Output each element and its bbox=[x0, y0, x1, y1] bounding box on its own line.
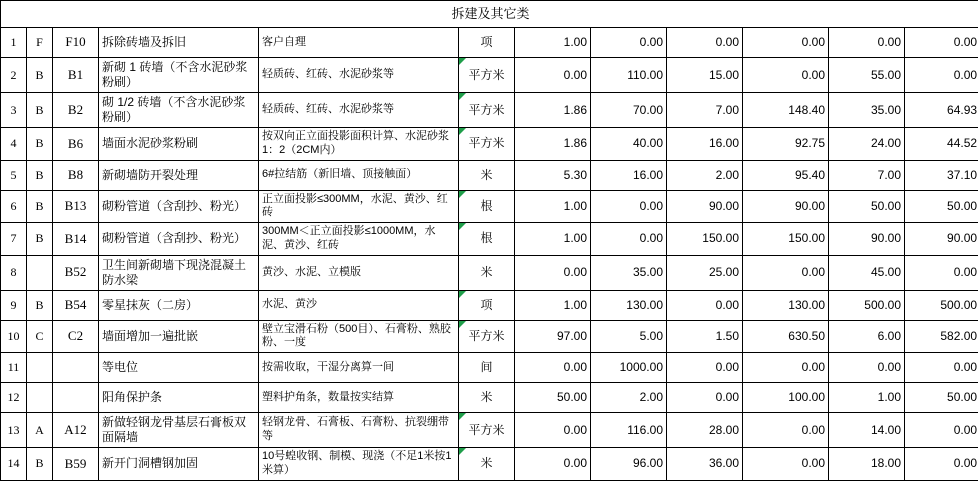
cell-labor-price: 90.00 bbox=[667, 190, 743, 223]
cell-qty: 0.00 bbox=[515, 58, 591, 93]
cell-total: 0.00 bbox=[905, 353, 978, 383]
cell-total: 0.00 bbox=[905, 255, 978, 290]
cell-qty: 1.86 bbox=[515, 128, 591, 161]
cell-amount: 95.40 bbox=[743, 160, 829, 190]
table-body bbox=[1, 1, 978, 481]
cell-description: 轻质砖、红砖、水泥砂浆等 bbox=[259, 93, 459, 128]
cell-index: 2 bbox=[1, 58, 27, 93]
cell-amount: 0.00 bbox=[743, 28, 829, 58]
cell-index: 5 bbox=[1, 160, 27, 190]
cell-item-name: 砌粉管道（含刮抄、粉光） bbox=[99, 190, 259, 223]
cell-category bbox=[27, 255, 53, 290]
cell-code bbox=[53, 383, 99, 413]
cell-labor-price: 16.00 bbox=[667, 128, 743, 161]
cell-amount: 0.00 bbox=[743, 255, 829, 290]
cell-unit: 平方米 bbox=[459, 58, 515, 93]
cell-qty: 1.00 bbox=[515, 290, 591, 320]
cell-item-name: 墙面增加一遍批嵌 bbox=[99, 320, 259, 353]
table-row[interactable] bbox=[1, 448, 978, 481]
cell-total: 50.00 bbox=[905, 190, 978, 223]
cell-unit: 米 bbox=[459, 255, 515, 290]
cell-unit: 根 bbox=[459, 190, 515, 223]
cell-material-price: 0.00 bbox=[591, 190, 667, 223]
cell-item-name: 砌粉管道（含刮抄、粉光） bbox=[99, 223, 259, 256]
cell-code: B13 bbox=[53, 190, 99, 223]
cell-code: B54 bbox=[53, 290, 99, 320]
cell-description: 按双向正立面投影面积计算、水泥砂浆1：2（2CM内） bbox=[259, 128, 459, 161]
table-row[interactable] bbox=[1, 290, 978, 320]
cell-unit: 平方米 bbox=[459, 320, 515, 353]
cell-description: 轻钢龙骨、石膏板、石膏粉、抗裂绷带等 bbox=[259, 413, 459, 448]
table-row[interactable] bbox=[1, 353, 978, 383]
cell-labor-price: 0.00 bbox=[667, 383, 743, 413]
cell-description: 塑料护角条，数量按实结算 bbox=[259, 383, 459, 413]
cell-unit: 项 bbox=[459, 28, 515, 58]
cell-labor-price: 7.00 bbox=[667, 93, 743, 128]
cell-qty: 0.00 bbox=[515, 413, 591, 448]
cell-category: B bbox=[27, 223, 53, 256]
cell-extra: 500.00 bbox=[829, 290, 905, 320]
cell-total: 0.00 bbox=[905, 448, 978, 481]
cell-description: 10号蝗收钢、制模、现浇（不足1米按1米算） bbox=[259, 448, 459, 481]
cell-item-name: 等电位 bbox=[99, 353, 259, 383]
cell-material-price: 96.00 bbox=[591, 448, 667, 481]
cell-extra: 6.00 bbox=[829, 320, 905, 353]
cell-material-price: 110.00 bbox=[591, 58, 667, 93]
cell-category: F bbox=[27, 28, 53, 58]
cell-extra: 24.00 bbox=[829, 128, 905, 161]
cell-item-name: 拆除砖墙及拆旧 bbox=[99, 28, 259, 58]
cell-item-name: 阳角保护条 bbox=[99, 383, 259, 413]
cell-material-price: 70.00 bbox=[591, 93, 667, 128]
cell-extra: 18.00 bbox=[829, 448, 905, 481]
cell-amount: 0.00 bbox=[743, 413, 829, 448]
cell-unit: 平方米 bbox=[459, 128, 515, 161]
cell-unit: 平方米 bbox=[459, 93, 515, 128]
cell-extra: 7.00 bbox=[829, 160, 905, 190]
cell-item-name: 零星抹灰（二房） bbox=[99, 290, 259, 320]
cell-item-name: 新砌 1 砖墙（不含水泥砂浆粉刷） bbox=[99, 58, 259, 93]
cell-material-price: 116.00 bbox=[591, 413, 667, 448]
cell-item-name: 新砌墙防开裂处理 bbox=[99, 160, 259, 190]
table-row[interactable] bbox=[1, 413, 978, 448]
cell-labor-price: 25.00 bbox=[667, 255, 743, 290]
cell-code: B1 bbox=[53, 58, 99, 93]
cell-index: 14 bbox=[1, 448, 27, 481]
cell-qty: 1.86 bbox=[515, 93, 591, 128]
cell-index: 6 bbox=[1, 190, 27, 223]
cell-labor-price: 0.00 bbox=[667, 353, 743, 383]
cell-category: B bbox=[27, 58, 53, 93]
cell-qty: 1.00 bbox=[515, 190, 591, 223]
cell-code: B6 bbox=[53, 128, 99, 161]
cell-item-name: 新做轻钢龙骨基层石膏板双面隔墙 bbox=[99, 413, 259, 448]
cell-code: B2 bbox=[53, 93, 99, 128]
cell-item-name: 新开门洞槽钢加固 bbox=[99, 448, 259, 481]
cell-amount: 0.00 bbox=[743, 353, 829, 383]
cell-extra: 35.00 bbox=[829, 93, 905, 128]
cell-category: B bbox=[27, 190, 53, 223]
cell-total: 37.10 bbox=[905, 160, 978, 190]
cell-qty: 1.00 bbox=[515, 28, 591, 58]
table-title-row bbox=[1, 1, 978, 28]
cell-category: B bbox=[27, 128, 53, 161]
table-row[interactable] bbox=[1, 93, 978, 128]
cell-amount: 100.00 bbox=[743, 383, 829, 413]
cell-labor-price: 150.00 bbox=[667, 223, 743, 256]
cell-extra: 90.00 bbox=[829, 223, 905, 256]
cell-description: 按需收取，干湿分离算一间 bbox=[259, 353, 459, 383]
cell-labor-price: 15.00 bbox=[667, 58, 743, 93]
cell-labor-price: 0.00 bbox=[667, 28, 743, 58]
cell-description: 轻质砖、红砖、水泥砂浆等 bbox=[259, 58, 459, 93]
cell-extra: 0.00 bbox=[829, 28, 905, 58]
cell-material-price: 1000.00 bbox=[591, 353, 667, 383]
cell-unit: 项 bbox=[459, 290, 515, 320]
cell-code: B8 bbox=[53, 160, 99, 190]
table-row[interactable] bbox=[1, 28, 978, 58]
cell-category: C bbox=[27, 320, 53, 353]
cell-extra: 14.00 bbox=[829, 413, 905, 448]
cell-labor-price: 1.50 bbox=[667, 320, 743, 353]
table-row[interactable] bbox=[1, 255, 978, 290]
cell-category: B bbox=[27, 290, 53, 320]
cell-extra: 1.00 bbox=[829, 383, 905, 413]
cell-unit: 根 bbox=[459, 223, 515, 256]
cell-material-price: 0.00 bbox=[591, 223, 667, 256]
cell-item-name: 砌 1/2 砖墙（不含水泥砂浆粉刷） bbox=[99, 93, 259, 128]
cell-extra: 50.00 bbox=[829, 190, 905, 223]
cell-item-name: 卫生间新砌墙下现浇混凝土防水梁 bbox=[99, 255, 259, 290]
cell-labor-price: 28.00 bbox=[667, 413, 743, 448]
cell-description: 水泥、黄沙 bbox=[259, 290, 459, 320]
cell-extra: 0.00 bbox=[829, 353, 905, 383]
cell-code: C2 bbox=[53, 320, 99, 353]
cell-code bbox=[53, 353, 99, 383]
cell-description: 客户自理 bbox=[259, 28, 459, 58]
cell-total: 500.00 bbox=[905, 290, 978, 320]
cell-unit: 间 bbox=[459, 353, 515, 383]
cell-extra: 55.00 bbox=[829, 58, 905, 93]
cell-description: 壁立宝滑石粉（500目）、石膏粉、熟胶粉、一度 bbox=[259, 320, 459, 353]
cell-item-name: 墙面水泥砂浆粉刷 bbox=[99, 128, 259, 161]
cell-total: 0.00 bbox=[905, 28, 978, 58]
cell-amount: 630.50 bbox=[743, 320, 829, 353]
cell-total: 90.00 bbox=[905, 223, 978, 256]
cell-amount: 0.00 bbox=[743, 448, 829, 481]
cell-index: 9 bbox=[1, 290, 27, 320]
cell-qty: 50.00 bbox=[515, 383, 591, 413]
cell-amount: 148.40 bbox=[743, 93, 829, 128]
cell-category: A bbox=[27, 413, 53, 448]
cell-code: B52 bbox=[53, 255, 99, 290]
cell-index: 8 bbox=[1, 255, 27, 290]
cell-index: 4 bbox=[1, 128, 27, 161]
cell-unit: 米 bbox=[459, 383, 515, 413]
cell-qty: 1.00 bbox=[515, 223, 591, 256]
cell-code: B14 bbox=[53, 223, 99, 256]
cell-category bbox=[27, 383, 53, 413]
cell-total: 44.52 bbox=[905, 128, 978, 161]
table-row[interactable] bbox=[1, 160, 978, 190]
cell-qty: 97.00 bbox=[515, 320, 591, 353]
cell-amount: 130.00 bbox=[743, 290, 829, 320]
cell-index: 12 bbox=[1, 383, 27, 413]
cell-material-price: 35.00 bbox=[591, 255, 667, 290]
cell-material-price: 0.00 bbox=[591, 28, 667, 58]
cell-unit: 米 bbox=[459, 448, 515, 481]
cell-index: 7 bbox=[1, 223, 27, 256]
cell-category bbox=[27, 353, 53, 383]
cell-extra: 45.00 bbox=[829, 255, 905, 290]
cell-material-price: 2.00 bbox=[591, 383, 667, 413]
cell-description: 正立面投影≤300MM，水泥、黄沙、红砖 bbox=[259, 190, 459, 223]
table-row[interactable] bbox=[1, 58, 978, 93]
table-row[interactable] bbox=[1, 383, 978, 413]
page-title: 拆建及其它类 bbox=[1, 1, 978, 28]
cell-index: 10 bbox=[1, 320, 27, 353]
cell-category: B bbox=[27, 93, 53, 128]
table-row[interactable] bbox=[1, 320, 978, 353]
cell-index: 1 bbox=[1, 28, 27, 58]
cell-index: 13 bbox=[1, 413, 27, 448]
cell-labor-price: 36.00 bbox=[667, 448, 743, 481]
cell-material-price: 40.00 bbox=[591, 128, 667, 161]
cell-material-price: 16.00 bbox=[591, 160, 667, 190]
cell-qty: 5.30 bbox=[515, 160, 591, 190]
cell-index: 3 bbox=[1, 93, 27, 128]
cell-total: 64.93 bbox=[905, 93, 978, 128]
table-row[interactable] bbox=[1, 223, 978, 256]
cell-labor-price: 0.00 bbox=[667, 290, 743, 320]
cell-amount: 90.00 bbox=[743, 190, 829, 223]
cell-category: B bbox=[27, 448, 53, 481]
cell-unit: 平方米 bbox=[459, 413, 515, 448]
cell-total: 0.00 bbox=[905, 413, 978, 448]
cell-total: 582.00 bbox=[905, 320, 978, 353]
cell-code: F10 bbox=[53, 28, 99, 58]
cell-code: B59 bbox=[53, 448, 99, 481]
cell-amount: 0.00 bbox=[743, 58, 829, 93]
cell-total: 0.00 bbox=[905, 58, 978, 93]
cell-category: B bbox=[27, 160, 53, 190]
table-row[interactable] bbox=[1, 190, 978, 223]
cell-amount: 150.00 bbox=[743, 223, 829, 256]
cell-code: A12 bbox=[53, 413, 99, 448]
cell-qty: 0.00 bbox=[515, 448, 591, 481]
cell-qty: 0.00 bbox=[515, 353, 591, 383]
cell-qty: 0.00 bbox=[515, 255, 591, 290]
cell-index: 11 bbox=[1, 353, 27, 383]
cell-total: 50.00 bbox=[905, 383, 978, 413]
cell-description: 300MM＜正立面投影≤1000MM，水泥、黄沙、红砖 bbox=[259, 223, 459, 256]
cell-material-price: 130.00 bbox=[591, 290, 667, 320]
cell-description: 黄沙、水泥、立模版 bbox=[259, 255, 459, 290]
cell-material-price: 5.00 bbox=[591, 320, 667, 353]
cell-labor-price: 2.00 bbox=[667, 160, 743, 190]
table-row[interactable] bbox=[1, 128, 978, 161]
cell-unit: 米 bbox=[459, 160, 515, 190]
cell-amount: 92.75 bbox=[743, 128, 829, 161]
cell-description: 6#拉结筋（新旧墙、顶接触面） bbox=[259, 160, 459, 190]
